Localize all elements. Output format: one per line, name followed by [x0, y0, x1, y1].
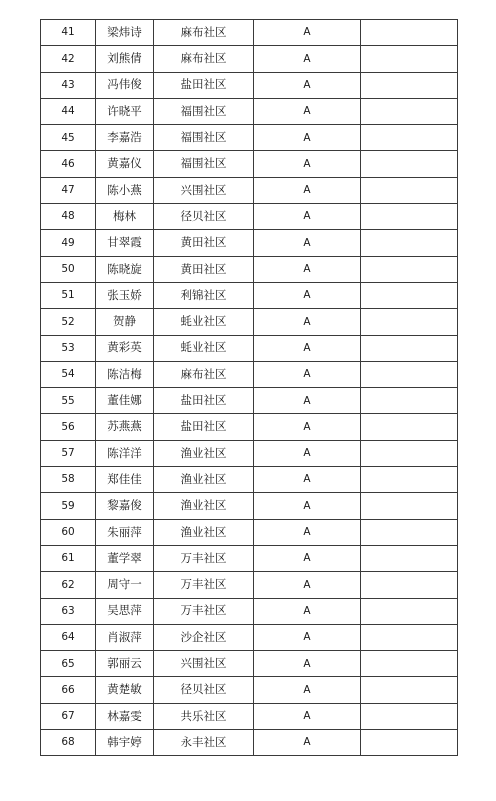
table-row — [41, 256, 458, 282]
community-cell: 福围社区 — [154, 98, 254, 124]
row-number-cell: 46 — [41, 151, 96, 177]
remark-cell — [361, 519, 458, 545]
row-number-cell: 52 — [41, 309, 96, 335]
table-row — [41, 493, 458, 519]
person-name-cell: 刘熊倩 — [96, 46, 154, 72]
community-cell: 黄田社区 — [154, 230, 254, 256]
grade-cell: A — [254, 545, 361, 571]
row-number-cell: 43 — [41, 72, 96, 98]
table-row — [41, 467, 458, 493]
grade-cell: A — [254, 282, 361, 308]
table-row — [41, 204, 458, 230]
remark-cell — [361, 72, 458, 98]
community-cell: 万丰社区 — [154, 545, 254, 571]
person-name-cell: 梅林 — [96, 204, 154, 230]
grade-cell: A — [254, 703, 361, 729]
person-name-cell: 黄嘉仪 — [96, 151, 154, 177]
community-cell: 渔业社区 — [154, 440, 254, 466]
person-name-cell: 甘翠霞 — [96, 230, 154, 256]
table-row — [41, 125, 458, 151]
row-number-cell: 67 — [41, 703, 96, 729]
person-name-cell: 李嘉浩 — [96, 125, 154, 151]
community-cell: 福围社区 — [154, 125, 254, 151]
person-name-cell: 董学翠 — [96, 545, 154, 571]
row-number-cell: 66 — [41, 677, 96, 703]
table-row — [41, 361, 458, 387]
person-name-cell: 朱丽萍 — [96, 519, 154, 545]
grade-cell: A — [254, 414, 361, 440]
table-row — [41, 177, 458, 203]
community-cell: 黄田社区 — [154, 256, 254, 282]
grade-cell: A — [254, 20, 361, 46]
row-number-cell: 58 — [41, 467, 96, 493]
row-number-cell: 44 — [41, 98, 96, 124]
row-number-cell: 47 — [41, 177, 96, 203]
row-number-cell: 63 — [41, 598, 96, 624]
community-cell: 径贝社区 — [154, 204, 254, 230]
remark-cell — [361, 256, 458, 282]
person-name-cell: 郑佳佳 — [96, 467, 154, 493]
row-number-cell: 59 — [41, 493, 96, 519]
community-cell: 盐田社区 — [154, 388, 254, 414]
person-name-cell: 吴思萍 — [96, 598, 154, 624]
community-cell: 渔业社区 — [154, 467, 254, 493]
row-number-cell: 65 — [41, 651, 96, 677]
row-number-cell: 68 — [41, 730, 96, 756]
remark-cell — [361, 335, 458, 361]
roster-table-body — [41, 20, 458, 756]
grade-cell: A — [254, 730, 361, 756]
remark-cell — [361, 309, 458, 335]
table-row — [41, 388, 458, 414]
grade-cell: A — [254, 151, 361, 177]
grade-cell: A — [254, 651, 361, 677]
table-row — [41, 309, 458, 335]
row-number-cell: 56 — [41, 414, 96, 440]
row-number-cell: 41 — [41, 20, 96, 46]
community-cell: 盐田社区 — [154, 72, 254, 98]
row-number-cell: 54 — [41, 361, 96, 387]
community-cell: 兴围社区 — [154, 177, 254, 203]
remark-cell — [361, 624, 458, 650]
grade-cell: A — [254, 361, 361, 387]
person-name-cell: 贺静 — [96, 309, 154, 335]
remark-cell — [361, 151, 458, 177]
grade-cell: A — [254, 230, 361, 256]
grade-cell: A — [254, 388, 361, 414]
table-row — [41, 72, 458, 98]
grade-cell: A — [254, 624, 361, 650]
row-number-cell: 57 — [41, 440, 96, 466]
community-cell: 万丰社区 — [154, 598, 254, 624]
community-cell: 渔业社区 — [154, 519, 254, 545]
table-row — [41, 46, 458, 72]
person-name-cell: 苏燕燕 — [96, 414, 154, 440]
table-row — [41, 414, 458, 440]
row-number-cell: 49 — [41, 230, 96, 256]
table-row — [41, 151, 458, 177]
remark-cell — [361, 361, 458, 387]
table-row — [41, 572, 458, 598]
community-cell: 沙企社区 — [154, 624, 254, 650]
person-name-cell: 林嘉雯 — [96, 703, 154, 729]
table-row — [41, 730, 458, 756]
table-row — [41, 440, 458, 466]
grade-cell: A — [254, 598, 361, 624]
community-cell: 盐田社区 — [154, 414, 254, 440]
community-cell: 麻布社区 — [154, 46, 254, 72]
remark-cell — [361, 98, 458, 124]
row-number-cell: 62 — [41, 572, 96, 598]
community-cell: 麻布社区 — [154, 20, 254, 46]
remark-cell — [361, 545, 458, 571]
person-name-cell: 董佳娜 — [96, 388, 154, 414]
person-name-cell: 郭丽云 — [96, 651, 154, 677]
row-number-cell: 42 — [41, 46, 96, 72]
table-row — [41, 545, 458, 571]
grade-cell: A — [254, 572, 361, 598]
remark-cell — [361, 20, 458, 46]
roster-table — [40, 19, 458, 756]
person-name-cell: 许晓平 — [96, 98, 154, 124]
grade-cell: A — [254, 519, 361, 545]
person-name-cell: 韩宇婷 — [96, 730, 154, 756]
person-name-cell: 张玉娇 — [96, 282, 154, 308]
table-row — [41, 335, 458, 361]
community-cell: 万丰社区 — [154, 572, 254, 598]
person-name-cell: 冯伟俊 — [96, 72, 154, 98]
community-cell: 兴围社区 — [154, 651, 254, 677]
grade-cell: A — [254, 335, 361, 361]
person-name-cell: 黎嘉俊 — [96, 493, 154, 519]
remark-cell — [361, 467, 458, 493]
table-row — [41, 624, 458, 650]
community-cell: 利锦社区 — [154, 282, 254, 308]
grade-cell: A — [254, 125, 361, 151]
row-number-cell: 61 — [41, 545, 96, 571]
table-row — [41, 598, 458, 624]
remark-cell — [361, 414, 458, 440]
community-cell: 蚝业社区 — [154, 309, 254, 335]
person-name-cell: 陈小燕 — [96, 177, 154, 203]
remark-cell — [361, 651, 458, 677]
remark-cell — [361, 388, 458, 414]
remark-cell — [361, 677, 458, 703]
row-number-cell: 55 — [41, 388, 96, 414]
person-name-cell: 黄彩英 — [96, 335, 154, 361]
table-row — [41, 651, 458, 677]
remark-cell — [361, 730, 458, 756]
community-cell: 径贝社区 — [154, 677, 254, 703]
remark-cell — [361, 572, 458, 598]
community-cell: 福围社区 — [154, 151, 254, 177]
community-cell: 蚝业社区 — [154, 335, 254, 361]
row-number-cell: 48 — [41, 204, 96, 230]
grade-cell: A — [254, 204, 361, 230]
person-name-cell: 梁炜诗 — [96, 20, 154, 46]
table-row — [41, 230, 458, 256]
person-name-cell: 肖淑萍 — [96, 624, 154, 650]
row-number-cell: 64 — [41, 624, 96, 650]
person-name-cell: 陈晓旋 — [96, 256, 154, 282]
person-name-cell: 黄楚敏 — [96, 677, 154, 703]
remark-cell — [361, 493, 458, 519]
table-row — [41, 20, 458, 46]
person-name-cell: 陈洁梅 — [96, 361, 154, 387]
grade-cell: A — [254, 98, 361, 124]
table-row — [41, 519, 458, 545]
person-name-cell: 陈洋洋 — [96, 440, 154, 466]
grade-cell: A — [254, 493, 361, 519]
table-row — [41, 703, 458, 729]
remark-cell — [361, 230, 458, 256]
remark-cell — [361, 440, 458, 466]
row-number-cell: 45 — [41, 125, 96, 151]
grade-cell: A — [254, 309, 361, 335]
table-row — [41, 282, 458, 308]
row-number-cell: 50 — [41, 256, 96, 282]
remark-cell — [361, 177, 458, 203]
person-name-cell: 周守一 — [96, 572, 154, 598]
grade-cell: A — [254, 46, 361, 72]
community-cell: 永丰社区 — [154, 730, 254, 756]
grade-cell: A — [254, 256, 361, 282]
grade-cell: A — [254, 72, 361, 98]
remark-cell — [361, 125, 458, 151]
grade-cell: A — [254, 677, 361, 703]
grade-cell: A — [254, 177, 361, 203]
row-number-cell: 51 — [41, 282, 96, 308]
remark-cell — [361, 598, 458, 624]
grade-cell: A — [254, 467, 361, 493]
remark-cell — [361, 282, 458, 308]
community-cell: 麻布社区 — [154, 361, 254, 387]
community-cell: 渔业社区 — [154, 493, 254, 519]
row-number-cell: 60 — [41, 519, 96, 545]
community-cell: 共乐社区 — [154, 703, 254, 729]
grade-cell: A — [254, 440, 361, 466]
table-row — [41, 677, 458, 703]
row-number-cell: 53 — [41, 335, 96, 361]
table-row — [41, 98, 458, 124]
remark-cell — [361, 46, 458, 72]
remark-cell — [361, 204, 458, 230]
remark-cell — [361, 703, 458, 729]
